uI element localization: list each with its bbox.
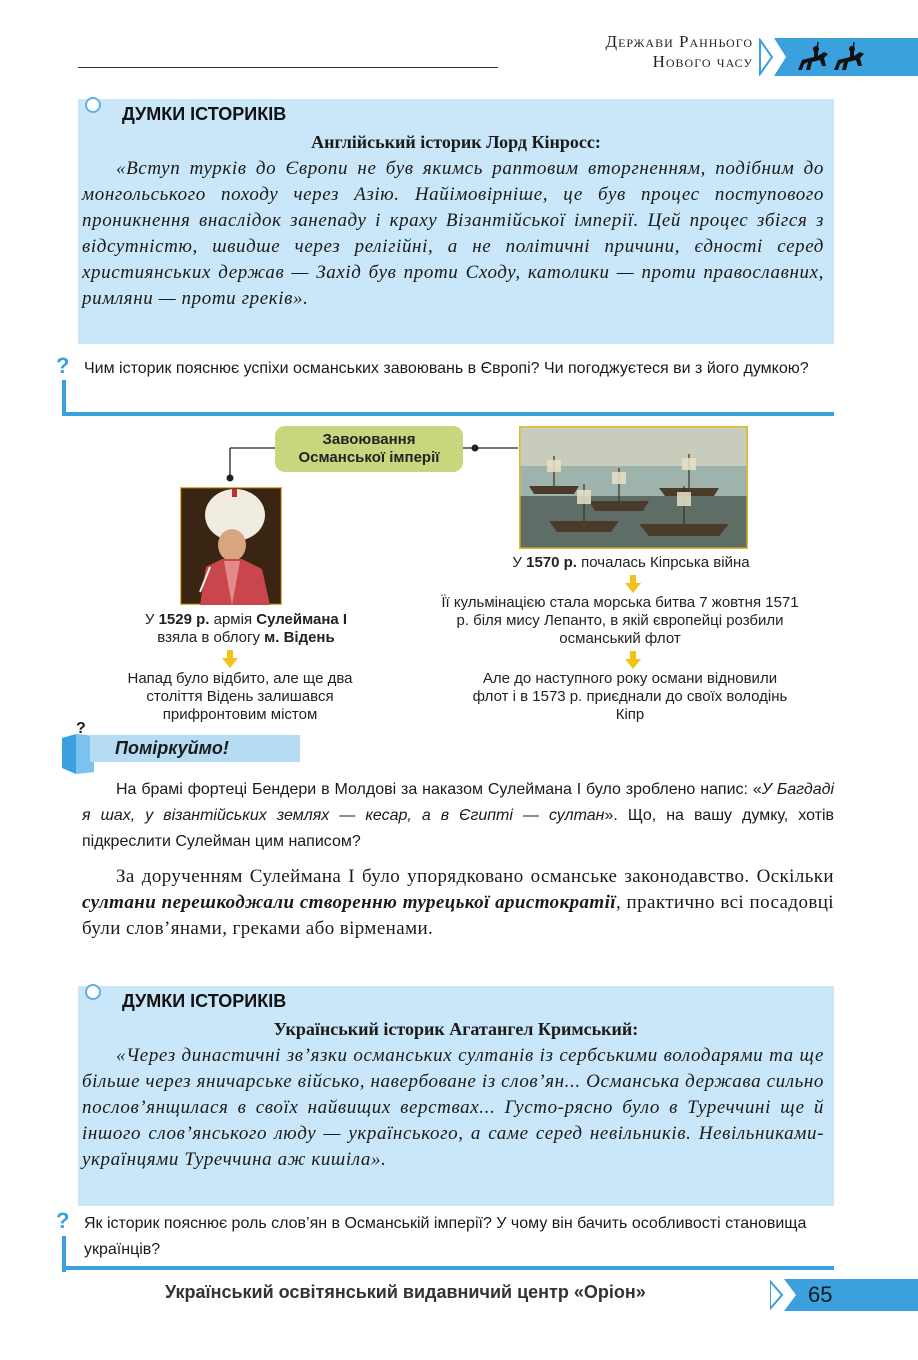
ponder-text-post: ». Що, на вашу думку, хотів підкреслити Сулейман цим написом? [82, 807, 834, 850]
vienna-siege-city: м. Відень [264, 629, 335, 646]
diagram-title [275, 426, 463, 472]
question-2-bar-horizontal [62, 1266, 834, 1270]
question-icon: ? [56, 353, 70, 378]
publisher-footer: Український освітянський видавничий центр «Оріон» [165, 1282, 646, 1302]
running-header [605, 32, 753, 72]
cyprus-annexation-text: Але до наступного року османи відновили флот і в 1573 р. приєднали до своїх володінь Кіпр [472, 670, 788, 723]
vienna-siege-line2: взяла в облогу [157, 629, 265, 646]
box-2-author: Український історик Агатангел Кримський: [273, 1019, 639, 1039]
cyprus-war-year: 1570 р. [526, 554, 577, 571]
box-bullet-icon [85, 984, 101, 1000]
main-paragraph-pre: За дорученням Сулеймана І було упорядковано османське законодавство. Оскільки [116, 866, 834, 887]
vienna-siege-mid: армія [209, 611, 257, 628]
vienna-siege-text [96, 611, 396, 647]
running-header-line2: Нового часу [652, 52, 753, 71]
page-number-tab [770, 1279, 918, 1311]
vienna-siege-year: 1529 р. [158, 611, 210, 628]
cyprus-war-prefix: У [512, 554, 527, 571]
box-2-heading: ДУМКИ ІСТОРИКІВ [122, 991, 287, 1011]
cyprus-war-suffix: почалась Кіпрська війна [576, 554, 750, 571]
vienna-siege-ruler: Сулеймана І [256, 611, 348, 628]
ponder-text-quote: У Багдаді я шах, у візантійських землях — кесар, а в Єгипті — султан [82, 781, 835, 824]
arrow-down-icon [625, 651, 641, 669]
arrow-down-icon [625, 575, 641, 593]
question-icon: ? [56, 1208, 70, 1233]
ponder-question-mark: ? [76, 720, 86, 737]
vienna-siege-prefix: У [144, 611, 159, 628]
cyprus-war-start [470, 554, 792, 572]
question-2-text: Як історик пояснює роль слов’ян в Османській імперії? У чому він бачить особливості становища українців? [84, 1215, 807, 1258]
diagram-title-line2: Османської імперії [298, 449, 440, 466]
header-rule [78, 67, 498, 68]
box-1-author: Англійський історик Лорд Кінросс: [311, 132, 601, 152]
box-bullet-icon [85, 97, 101, 113]
main-paragraph-post: , практично всі посадовці були слов’янами, греками або вірменами. [82, 892, 834, 939]
question-1-bar-horizontal [62, 412, 834, 416]
question-1-text: Чим історик пояснює успіхи османських завоювань в Європі? Чи погоджуєтеся ви з його думкою? [84, 360, 809, 377]
ponder-text-pre: На брамі фортеці Бендери в Молдові за наказом Сулеймана І було зроблено напис: « [116, 781, 762, 798]
main-paragraph-emphasis: султани перешкоджали створенню турецької аристократії [82, 892, 616, 913]
main-paragraph [82, 864, 834, 942]
lepanto-battle-text: Її кульмінацією стала морська битва 7 жовтня 1571 р. біля мису Лепанто, в якій європейці розбили османський флот [441, 594, 799, 647]
box-1-quote: «Вступ турків до Європи не був якимсь раптовим вторгненням, подібним до монгольського походу через Азію. Найімовірніше, це був процес поступового проникнення внаслідок занепаду і краху Візантійської імперії. Цей процес збігся з відсутністю, швидше через релігійні, а не політичні причини, єдності серед християнських держав — Захід був проти Сходу, католики — проти православних, римляни — проти греків». [82, 158, 824, 309]
lepanto-battle-painting [519, 426, 748, 549]
ponder-label: Поміркуймо! [115, 738, 229, 758]
vienna-result-text: Напад було відбито, але ще два століття Відень залишався прифронтовим містом [127, 670, 353, 723]
question-1-bar-vertical [62, 380, 66, 416]
diagram-title-line1: Завоювання [322, 431, 416, 448]
ponder-text [82, 777, 834, 855]
horse-riders-icon [758, 38, 918, 76]
box-2-quote: «Через династичні зв’язки османських султанів із сербськими володарями та ще більше через яничарське військо, навербоване із слов’ян... Османська держава сильно послов’янщилася в своїх найвищих верствах... Густо-рясно було в Туреччині ще й іншого слов’янського люду — українського, а саме серед невільників. Невільниками-українцями Туреччина аж кишіла». [82, 1045, 824, 1170]
running-header-line1: Держави Раннього [605, 32, 753, 51]
box-1-heading: ДУМКИ ІСТОРИКІВ [122, 104, 287, 124]
arrow-down-icon [222, 650, 238, 668]
page-number: 65 [808, 1282, 833, 1307]
suleiman-portrait-image [180, 487, 282, 605]
